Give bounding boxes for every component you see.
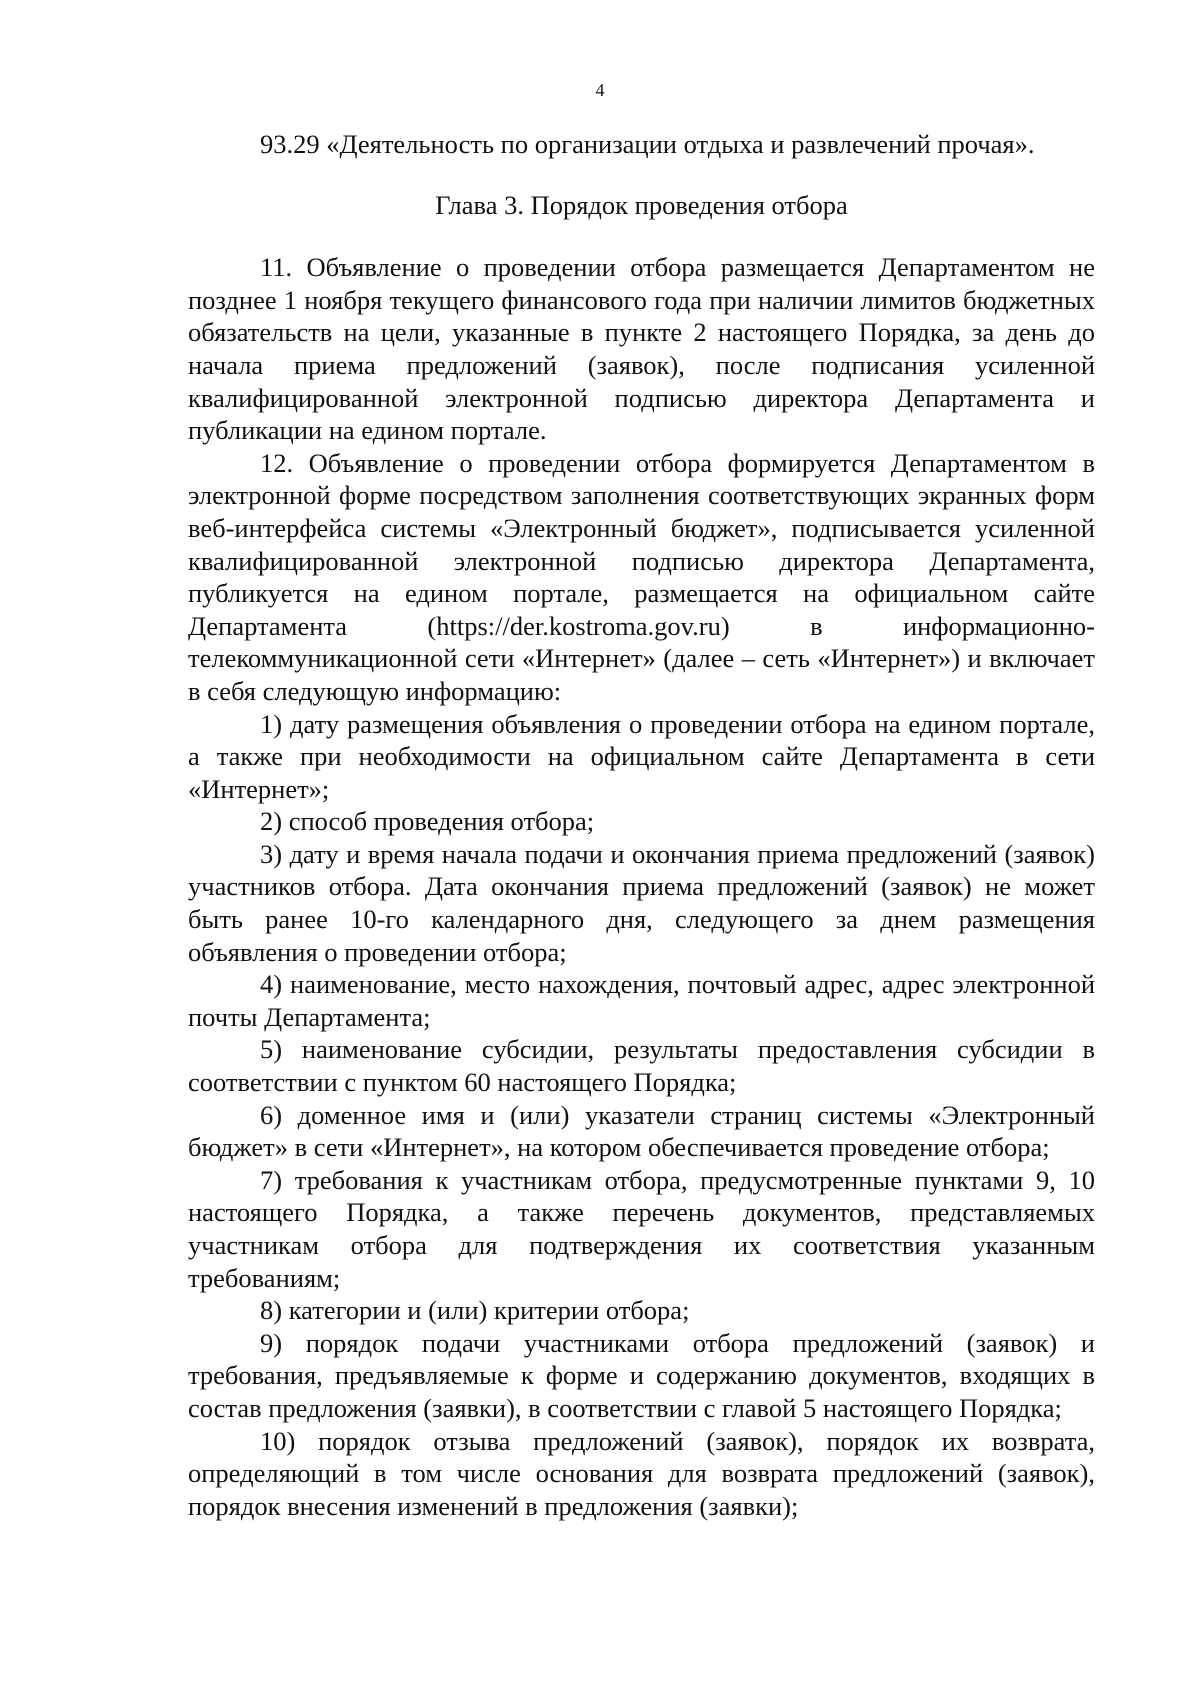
- list-item-1: 1) дату размещения объявления о проведении отбора на едином портале, а также при необходимости на официальном сайте Департамента в сети «Интернет»;: [188, 708, 1095, 804]
- chapter-heading: Глава 3. Порядок проведения отбора: [435, 189, 848, 220]
- paragraph-item-11: 11. Объявление о проведении отбора размещается Департаментом не позднее 1 ноября текущего финансового года при наличии лимитов бюджетных обязательств на цели, указанные в пункте 2 настоящего Порядка, за день до начала приема предложений (заявок), после подписания усиленной квалифицированной электронной подписью директора Департамента и публикации на едином портале.: [188, 252, 1095, 446]
- list-item-9: 9) порядок подачи участниками отбора предложений (заявок) и требования, предъявляемые к форме и содержанию документов, входящих в состав предложения (заявки), в соответствии с главой 5 настоящего Порядка;: [188, 1327, 1095, 1423]
- list-item-10: 10) порядок отзыва предложений (заявок), порядок их возврата, определяющий в том числе основания для возврата предложений (заявок), порядок внесения изменений в предложения (заявки);: [188, 1425, 1095, 1521]
- list-item-3: 3) дату и время начала подачи и окончания приема предложений (заявок) участников отбора. Дата окончания приема предложений (заявок) не может быть ранее 10-го календарного дня, следующего за днем размещения объявления о проведении отбора;: [188, 838, 1095, 967]
- okved-code-line: 93.29 «Деятельность по организации отдыха и развлечений прочая».: [260, 129, 1035, 159]
- list-item-4: 4) наименование, место нахождения, почтовый адрес, адрес электронной почты Департамента;: [188, 969, 1095, 1032]
- list-item-2: 2) способ проведения отбора;: [260, 806, 595, 837]
- list-item-6: 6) доменное имя и (или) указатели страниц системы «Электронный бюджет» в сети «Интернет», на котором обеспечивается проведение отбора;: [188, 1099, 1095, 1163]
- paragraph-item-12: 12. Объявление о проведении отбора формируется Департаментом в электронной форме посредством заполнения соответствующих экранных форм веб-интерфейса системы «Электронный бюджет», подписывается усиленной квалифицированной электронной подписью директора Департамента, публикуется на едином портале, размещается на официальном сайте Департамента (https://der.kostroma.gov.ru) в информационно-телекоммуникационной сети «Интернет» (далее – сеть «Интернет») и включает в себя следующую информацию:: [188, 447, 1095, 706]
- list-item-8: 8) категории и (или) критерии отбора;: [260, 1295, 690, 1326]
- page-number: 4: [595, 80, 605, 100]
- document-body: [188, 128, 1095, 1522]
- list-item-7: 7) требования к участникам отбора, предусмотренные пунктами 9, 10 настоящего Порядка, а также перечень документов, представляемых участникам отбора для подтверждения их соответствия указанным требованиям;: [188, 1164, 1095, 1293]
- list-item-5: 5) наименование субсидии, результаты предоставления субсидии в соответствии с пунктом 60 настоящего Порядка;: [188, 1034, 1095, 1098]
